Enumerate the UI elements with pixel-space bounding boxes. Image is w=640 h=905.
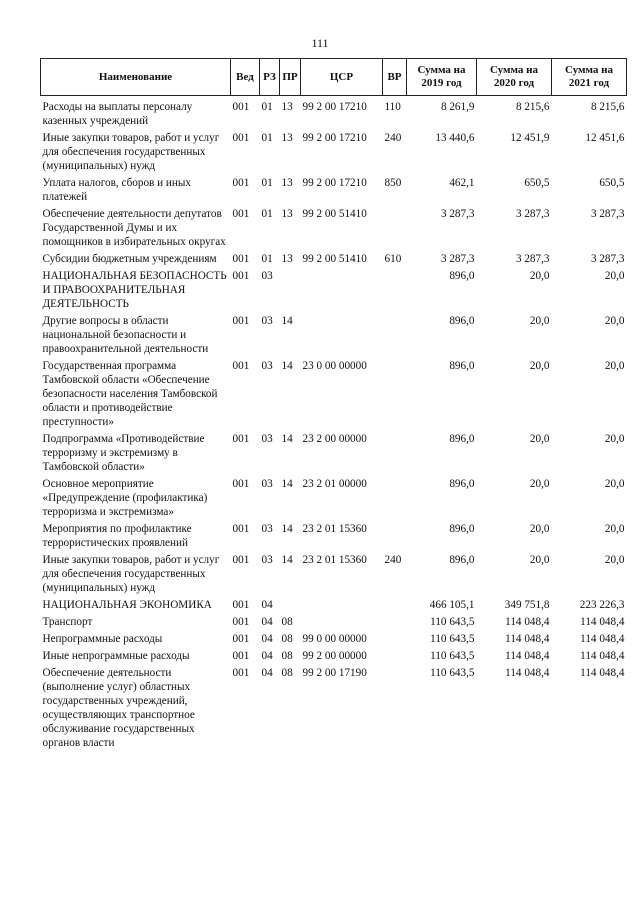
budget-table bbox=[40, 58, 627, 753]
cell-name: Государственная программа Тамбовской области «Обеспечение безопасности населения Тамбовской области и противодействие преступности» bbox=[42, 360, 218, 428]
cell-rz: 03 bbox=[261, 433, 273, 445]
cell-y2019: 8 261,9 bbox=[440, 101, 475, 113]
cell-y2019: 896,0 bbox=[449, 360, 475, 372]
cell-vr bbox=[383, 359, 407, 432]
cell-vr bbox=[383, 269, 407, 314]
cell-y2021: 114 048,4 bbox=[580, 667, 625, 679]
table-row bbox=[41, 131, 627, 176]
cell-rz: 04 bbox=[261, 667, 273, 679]
cell-name: Иные непрограммные расходы bbox=[42, 650, 190, 662]
cell-y2021: 20,0 bbox=[604, 478, 625, 490]
table-row bbox=[41, 666, 627, 753]
cell-name: Основное мероприятие «Предупреждение (профилактика) терроризма и экстремизма» bbox=[42, 478, 208, 518]
cell-y2019: 110 643,5 bbox=[430, 667, 475, 679]
cell-y2021: 114 048,4 bbox=[580, 633, 625, 645]
table-row bbox=[41, 96, 627, 132]
cell-rz: 01 bbox=[261, 132, 273, 144]
table-row bbox=[41, 432, 627, 477]
cell-y2019: 896,0 bbox=[449, 270, 475, 282]
cell-csr bbox=[301, 598, 383, 615]
table-row bbox=[41, 269, 627, 314]
cell-ved: 001 bbox=[232, 616, 250, 628]
cell-csr: 99 2 00 17210 bbox=[302, 177, 367, 189]
cell-csr: 23 2 00 00000 bbox=[302, 433, 367, 445]
cell-vr bbox=[383, 615, 407, 632]
table-header-row bbox=[41, 59, 627, 96]
cell-y2020: 20,0 bbox=[529, 523, 550, 535]
cell-y2020: 20,0 bbox=[529, 360, 550, 372]
cell-ved: 001 bbox=[232, 433, 250, 445]
table-row bbox=[41, 553, 627, 598]
cell-y2021: 114 048,4 bbox=[580, 650, 625, 662]
header-sum-2021: Сумма на 2021 год bbox=[552, 59, 627, 96]
table-row bbox=[41, 615, 627, 632]
cell-pr: 13 bbox=[281, 208, 293, 220]
table-row bbox=[41, 632, 627, 649]
cell-vr: 110 bbox=[384, 101, 401, 113]
header-sum-2019: Сумма на 2019 год bbox=[407, 59, 477, 96]
cell-vr: 240 bbox=[384, 554, 402, 566]
cell-ved: 001 bbox=[232, 253, 250, 265]
cell-vr bbox=[383, 432, 407, 477]
cell-y2019: 896,0 bbox=[449, 433, 475, 445]
table-row bbox=[41, 649, 627, 666]
cell-y2021: 8 215,6 bbox=[590, 101, 625, 113]
cell-rz: 03 bbox=[261, 554, 273, 566]
cell-name: НАЦИОНАЛЬНАЯ ЭКОНОМИКА bbox=[42, 599, 212, 611]
cell-name: Непрограммные расходы bbox=[42, 633, 163, 645]
cell-y2020: 20,0 bbox=[529, 270, 550, 282]
cell-y2020: 114 048,4 bbox=[505, 616, 550, 628]
cell-y2019: 110 643,5 bbox=[430, 616, 475, 628]
cell-rz: 03 bbox=[261, 478, 273, 490]
cell-name: Иные закупки товаров, работ и услуг для обеспечения государственных (муниципальных) нужд bbox=[42, 132, 220, 172]
cell-vr bbox=[383, 314, 407, 359]
cell-rz: 01 bbox=[261, 208, 273, 220]
cell-pr: 14 bbox=[281, 433, 293, 445]
cell-ved: 001 bbox=[232, 315, 250, 327]
cell-name: Обеспечение деятельности депутатов Государственной Думы и их помощников в избирательных округах bbox=[42, 208, 226, 248]
cell-y2019: 896,0 bbox=[449, 315, 475, 327]
cell-csr: 99 2 00 17210 bbox=[302, 132, 367, 144]
cell-ved: 001 bbox=[232, 478, 250, 490]
header-name: Наименование bbox=[41, 59, 231, 96]
cell-y2020: 3 287,3 bbox=[515, 208, 550, 220]
cell-y2020: 114 048,4 bbox=[505, 633, 550, 645]
cell-csr: 23 2 01 15360 bbox=[302, 523, 367, 535]
cell-y2019: 110 643,5 bbox=[430, 650, 475, 662]
cell-y2021: 20,0 bbox=[604, 360, 625, 372]
cell-rz: 04 bbox=[261, 599, 273, 611]
cell-ved: 001 bbox=[232, 554, 250, 566]
cell-rz: 03 bbox=[261, 523, 273, 535]
cell-ved: 001 bbox=[232, 132, 250, 144]
cell-csr: 99 0 00 00000 bbox=[302, 633, 367, 645]
table-row bbox=[41, 207, 627, 252]
header-ved: Вед bbox=[231, 59, 260, 96]
cell-rz: 01 bbox=[261, 253, 273, 265]
cell-pr: 08 bbox=[281, 650, 293, 662]
cell-rz: 03 bbox=[261, 315, 273, 327]
cell-name: Уплата налогов, сборов и иных платежей bbox=[42, 177, 192, 203]
cell-y2020: 3 287,3 bbox=[515, 253, 550, 265]
cell-csr bbox=[301, 269, 383, 314]
cell-name: Обеспечение деятельности (выполнение услуг) областных государственных учреждений, осуществляющих транспортное обслуживание государственных органов власти bbox=[42, 667, 195, 749]
header-pr: ПР bbox=[280, 59, 301, 96]
cell-pr: 14 bbox=[281, 360, 293, 372]
cell-ved: 001 bbox=[232, 667, 250, 679]
cell-rz: 03 bbox=[261, 270, 273, 282]
cell-pr: 14 bbox=[281, 315, 293, 327]
cell-rz: 01 bbox=[261, 101, 273, 113]
cell-pr: 14 bbox=[281, 478, 293, 490]
cell-y2020: 349 751,8 bbox=[504, 599, 550, 611]
cell-vr bbox=[383, 666, 407, 753]
cell-csr: 99 2 00 17210 bbox=[302, 101, 367, 113]
cell-vr bbox=[383, 649, 407, 666]
cell-pr: 08 bbox=[281, 633, 293, 645]
page-number: 111 bbox=[311, 36, 329, 50]
cell-name: Иные закупки товаров, работ и услуг для обеспечения государственных (муниципальных) нужд bbox=[42, 554, 220, 594]
cell-rz: 04 bbox=[261, 633, 273, 645]
cell-pr: 08 bbox=[281, 667, 293, 679]
cell-y2019: 896,0 bbox=[449, 523, 475, 535]
cell-rz: 03 bbox=[261, 360, 273, 372]
cell-y2019: 3 287,3 bbox=[440, 253, 475, 265]
table-row bbox=[41, 314, 627, 359]
cell-rz: 01 bbox=[261, 177, 273, 189]
cell-name: Субсидии бюджетным учреждениям bbox=[42, 253, 217, 265]
cell-vr bbox=[383, 598, 407, 615]
cell-y2021: 12 451,6 bbox=[585, 132, 625, 144]
cell-csr: 99 2 00 17190 bbox=[302, 667, 367, 679]
cell-name: Подпрограмма «Противодействие терроризму и экстремизму в Тамбовской области» bbox=[42, 433, 205, 473]
cell-y2020: 20,0 bbox=[529, 478, 550, 490]
cell-name: Транспорт bbox=[42, 616, 93, 628]
table-row bbox=[41, 522, 627, 553]
cell-y2021: 223 226,3 bbox=[579, 599, 625, 611]
header-rz: РЗ bbox=[260, 59, 280, 96]
cell-y2020: 114 048,4 bbox=[505, 650, 550, 662]
cell-csr: 23 2 01 15360 bbox=[302, 554, 367, 566]
cell-name: НАЦИОНАЛЬНАЯ БЕЗОПАСНОСТЬ И ПРАВООХРАНИТЕЛЬНАЯ ДЕЯТЕЛЬНОСТЬ bbox=[42, 270, 227, 310]
cell-y2021: 20,0 bbox=[604, 433, 625, 445]
cell-vr bbox=[383, 207, 407, 252]
cell-ved: 001 bbox=[232, 208, 250, 220]
cell-y2020: 20,0 bbox=[529, 433, 550, 445]
cell-y2020: 20,0 bbox=[529, 315, 550, 327]
cell-y2021: 650,5 bbox=[599, 177, 625, 189]
cell-y2019: 110 643,5 bbox=[430, 633, 475, 645]
cell-csr: 99 2 00 00000 bbox=[302, 650, 367, 662]
cell-csr bbox=[301, 314, 383, 359]
cell-ved: 001 bbox=[232, 177, 250, 189]
table-row bbox=[41, 598, 627, 615]
cell-csr bbox=[301, 615, 383, 632]
cell-y2021: 114 048,4 bbox=[580, 616, 625, 628]
cell-y2020: 650,5 bbox=[524, 177, 550, 189]
cell-y2020: 8 215,6 bbox=[515, 101, 550, 113]
table-body bbox=[41, 96, 627, 754]
cell-y2021: 3 287,3 bbox=[590, 208, 625, 220]
cell-y2020: 114 048,4 bbox=[505, 667, 550, 679]
cell-pr: 13 bbox=[281, 177, 293, 189]
cell-vr bbox=[383, 477, 407, 522]
cell-ved: 001 bbox=[232, 599, 250, 611]
cell-y2021: 20,0 bbox=[604, 554, 625, 566]
cell-rz: 04 bbox=[261, 650, 273, 662]
cell-name: Расходы на выплаты персоналу казенных учреждений bbox=[42, 101, 193, 127]
cell-pr bbox=[280, 269, 301, 314]
table-row bbox=[41, 477, 627, 522]
cell-y2021: 20,0 bbox=[604, 270, 625, 282]
cell-vr: 850 bbox=[384, 177, 402, 189]
cell-vr: 240 bbox=[384, 132, 402, 144]
table-row bbox=[41, 176, 627, 207]
cell-y2019: 3 287,3 bbox=[440, 208, 475, 220]
cell-pr bbox=[280, 598, 301, 615]
cell-y2019: 466 105,1 bbox=[429, 599, 475, 611]
cell-ved: 001 bbox=[232, 650, 250, 662]
cell-ved: 001 bbox=[232, 633, 250, 645]
cell-ved: 001 bbox=[232, 360, 250, 372]
cell-y2019: 896,0 bbox=[449, 478, 475, 490]
cell-csr: 23 0 00 00000 bbox=[302, 360, 367, 372]
cell-vr bbox=[383, 522, 407, 553]
cell-y2020: 12 451,9 bbox=[510, 132, 550, 144]
cell-name: Другие вопросы в области национальной безопасности и правоохранительной деятельности bbox=[42, 315, 209, 355]
header-vr: ВР bbox=[383, 59, 407, 96]
cell-rz: 04 bbox=[261, 616, 273, 628]
cell-pr: 08 bbox=[281, 616, 293, 628]
cell-csr: 23 2 01 00000 bbox=[302, 478, 367, 490]
cell-ved: 001 bbox=[232, 523, 250, 535]
table-row bbox=[41, 252, 627, 269]
cell-vr: 610 bbox=[384, 253, 402, 265]
cell-y2019: 896,0 bbox=[449, 554, 475, 566]
cell-csr: 99 2 00 51410 bbox=[302, 253, 367, 265]
header-csr: ЦСР bbox=[301, 59, 383, 96]
cell-pr: 14 bbox=[281, 523, 293, 535]
cell-pr: 13 bbox=[281, 253, 293, 265]
cell-vr bbox=[383, 632, 407, 649]
cell-y2021: 20,0 bbox=[604, 315, 625, 327]
cell-pr: 13 bbox=[281, 132, 293, 144]
cell-pr: 13 bbox=[281, 101, 293, 113]
cell-y2019: 462,1 bbox=[449, 177, 475, 189]
cell-y2021: 3 287,3 bbox=[590, 253, 625, 265]
cell-csr: 99 2 00 51410 bbox=[302, 208, 367, 220]
cell-y2019: 13 440,6 bbox=[435, 132, 475, 144]
cell-pr: 14 bbox=[281, 554, 293, 566]
table-row bbox=[41, 359, 627, 432]
cell-name: Мероприятия по профилактике террористических проявлений bbox=[42, 523, 192, 549]
header-sum-2020: Сумма на 2020 год bbox=[477, 59, 552, 96]
cell-ved: 001 bbox=[232, 270, 250, 282]
cell-y2021: 20,0 bbox=[604, 523, 625, 535]
cell-y2020: 20,0 bbox=[529, 554, 550, 566]
cell-ved: 001 bbox=[232, 101, 250, 113]
